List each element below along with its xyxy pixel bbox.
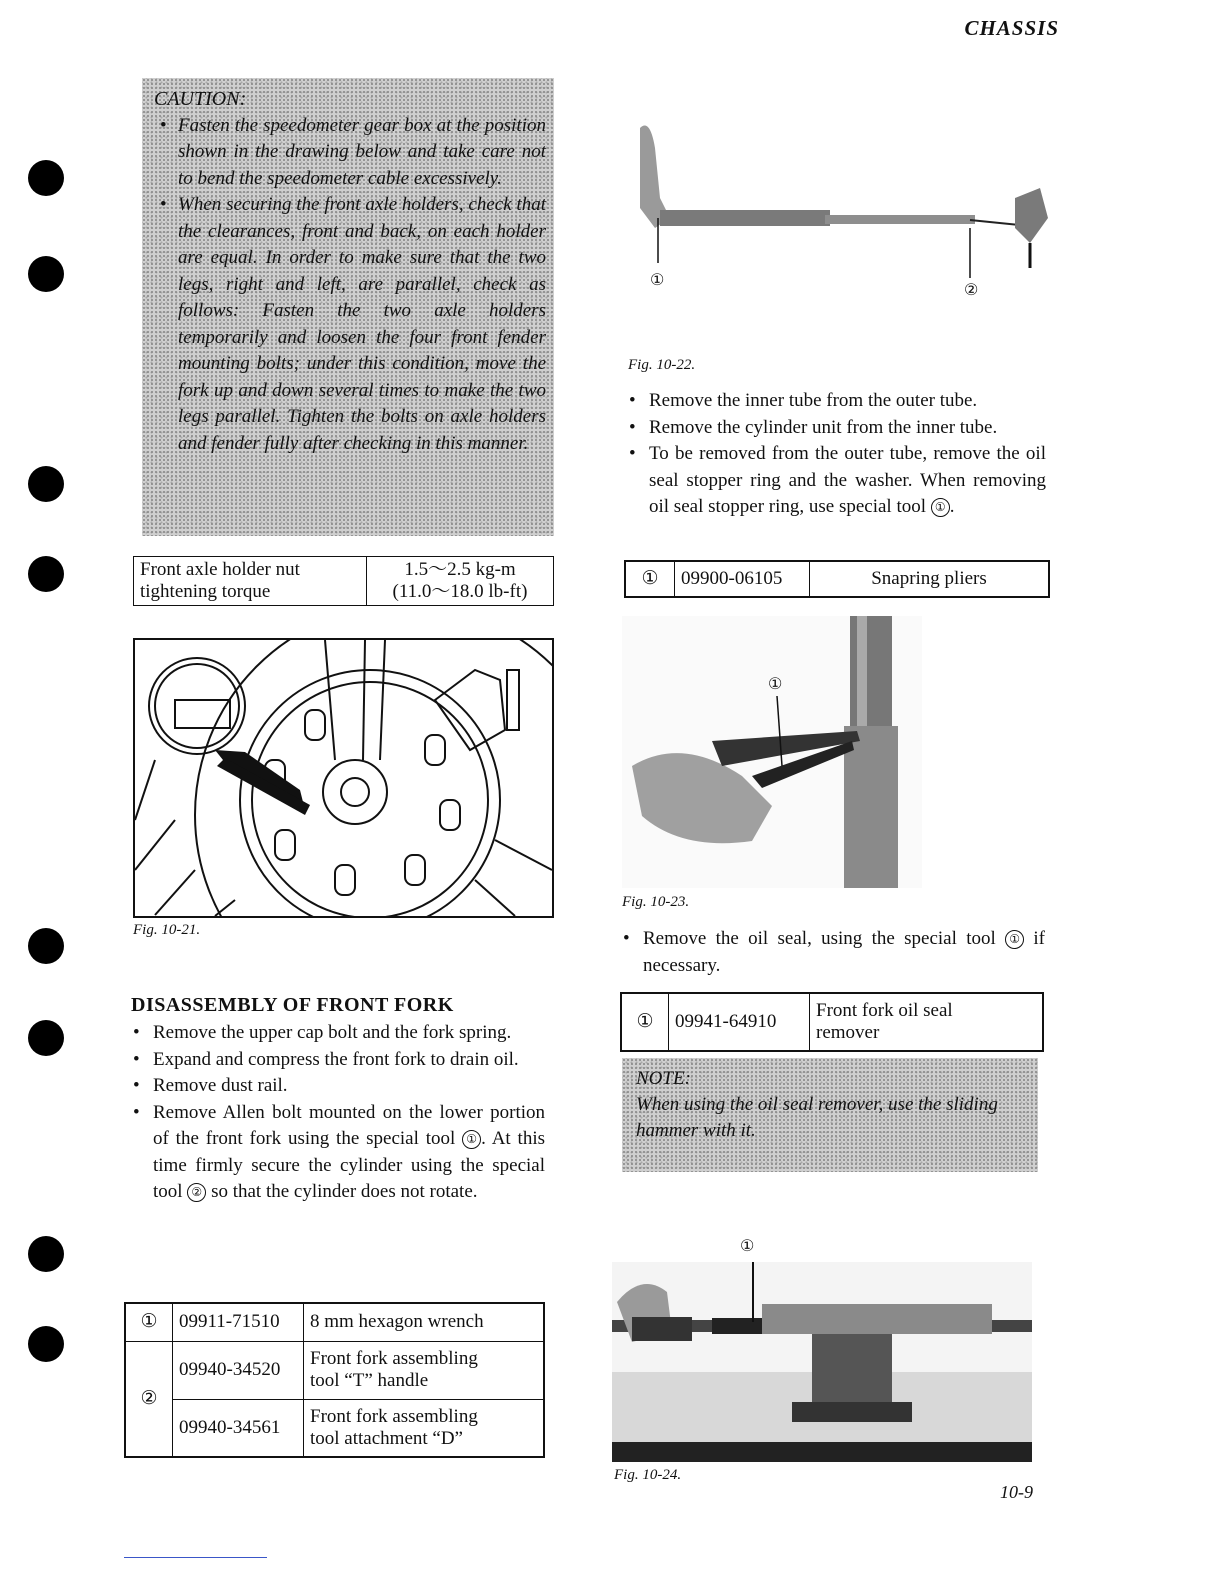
binder-hole [28,1326,64,1362]
table-row [625,561,1049,597]
part-cell: 09941-64910 [669,993,810,1051]
desc-cell [304,1399,545,1457]
step-item: • Remove the upper cap bolt and the fork spring. [130,1020,545,1047]
caution-item: • When securing the front axle holders, check that the clearances, front and back, on each holder are equal. In order to make sure that the two legs, right and left, are parallel, check as follows: Fasten the two axle holders temporarily and loosen the four front fender mounting bolts; under this condition, move the fork up and down several times to make the two legs parallel. Tighten the bolts on axle holders and fender fully after checking in this manner. [154,192,546,457]
note-box [622,1058,1038,1172]
table-row [125,1341,544,1399]
callout-one: ① [768,676,783,693]
disassembly-steps [130,1020,545,1206]
binder-hole [28,928,64,964]
note-title: NOTE: [636,1068,691,1089]
step-item [620,926,1045,979]
section-header: CHASSIS [964,16,1059,40]
snapring-photo [622,616,922,888]
part-cell: 09940-34561 [173,1399,304,1457]
desc-line: tool attachment “D” [310,1427,463,1449]
binder-hole [28,1020,64,1056]
table-row [125,1399,544,1457]
ref-cell: ① [125,1303,173,1341]
binder-hole [28,1236,64,1272]
step-text: To be removed from the outer tube, remove the oil seal stopper ring and the washer. When removing oil seal stopper ring, use special tool [649,443,1046,517]
removal-steps [626,388,1046,521]
torque-value-line: (11.0～18.0 lb-ft) [392,581,528,602]
callout-one: ① [740,1238,755,1255]
figure-caption: Fig. 10-23. [622,894,690,910]
fork-rod-photo [630,118,1050,308]
binder-hole [28,256,64,292]
torque-label-line: tightening torque [140,581,271,602]
wheel-drawing [133,638,554,918]
section-title: DISASSEMBLY OF FRONT FORK [131,994,454,1016]
fork-rod-illustration [630,118,1050,308]
step-item: • Remove dust rail. [130,1073,545,1100]
figure-caption: Fig. 10-21. [133,922,201,938]
callout-two: ② [964,282,979,299]
part-cell: 09900-06105 [675,561,810,597]
step-text: Remove the oil seal, using the special tool [643,928,996,949]
torque-value [367,557,554,606]
part-cell: 09940-34520 [173,1341,304,1399]
step-text: . [949,496,955,517]
torque-label [134,557,367,606]
ref-cell: ① [621,993,669,1051]
caution-box [142,78,554,536]
callout-one: ① [650,272,665,289]
torque-table [133,556,554,606]
desc-cell [304,1341,545,1399]
torque-value-line: 1.5～2.5 kg-m [404,559,516,580]
desc-cell: 8 mm hexagon wrench [304,1303,545,1341]
step-item: • Remove the cylinder unit from the inner tube. [626,415,1046,442]
desc-line: Front fork oil seal [816,1000,953,1021]
snapring-table [624,560,1050,598]
callout-one: ① [462,1130,481,1149]
desc-cell: Snapring pliers [810,561,1050,597]
page-number: 10-9 [1000,1482,1033,1502]
caution-item: • Fasten the speedometer gear box at the position shown in the drawing below and take care not to bend the speedometer cable excessively. [154,113,546,193]
step-item: • Remove the inner tube from the outer tube. [626,388,1046,415]
table-row [125,1303,544,1341]
callout-two: ② [187,1183,206,1202]
divider [124,1557,267,1558]
tools-table [124,1302,545,1458]
sliding-hammer-illustration [612,1262,1032,1462]
step-item: • Expand and compress the front fork to drain oil. [130,1047,545,1074]
desc-line: tool “T” handle [310,1370,429,1391]
caution-title: CAUTION: [154,88,247,110]
desc-line: Front fork assembling [310,1405,478,1427]
callout-one: ① [1005,930,1024,949]
ref-cell: ② [125,1341,173,1457]
part-cell: 09911-71510 [173,1303,304,1341]
seal-remover-table [620,992,1044,1052]
note-text: When using the oil seal remover, use the sliding hammer with it. [636,1094,998,1141]
step-item [626,441,1046,521]
step-item [130,1100,545,1206]
step-text: . At this time firmly secure the cylinder using the special tool [153,1128,545,1202]
step-text: if necessary. [643,928,1045,976]
figure-caption: Fig. 10-22. [628,357,696,373]
front-wheel-illustration [135,640,552,916]
table-row [621,993,1043,1051]
binder-hole [28,556,64,592]
desc-cell [810,993,1044,1051]
torque-label-line: Front axle holder nut [140,559,300,580]
ref-cell: ① [625,561,675,597]
snapring-illustration [622,616,922,888]
binder-hole [28,160,64,196]
binder-hole [28,466,64,502]
step-text: Remove Allen bolt mounted on the lower portion of the front fork using the special tool [153,1101,545,1149]
desc-line: Front fork assembling [310,1348,478,1369]
figure-caption: Fig. 10-24. [614,1467,682,1483]
oil-seal-step [620,926,1045,979]
desc-line: remover [816,1022,880,1043]
step-text: so that the cylinder does not rotate. [211,1181,478,1202]
sliding-hammer-photo [612,1262,1032,1462]
callout-one: ① [931,498,950,517]
